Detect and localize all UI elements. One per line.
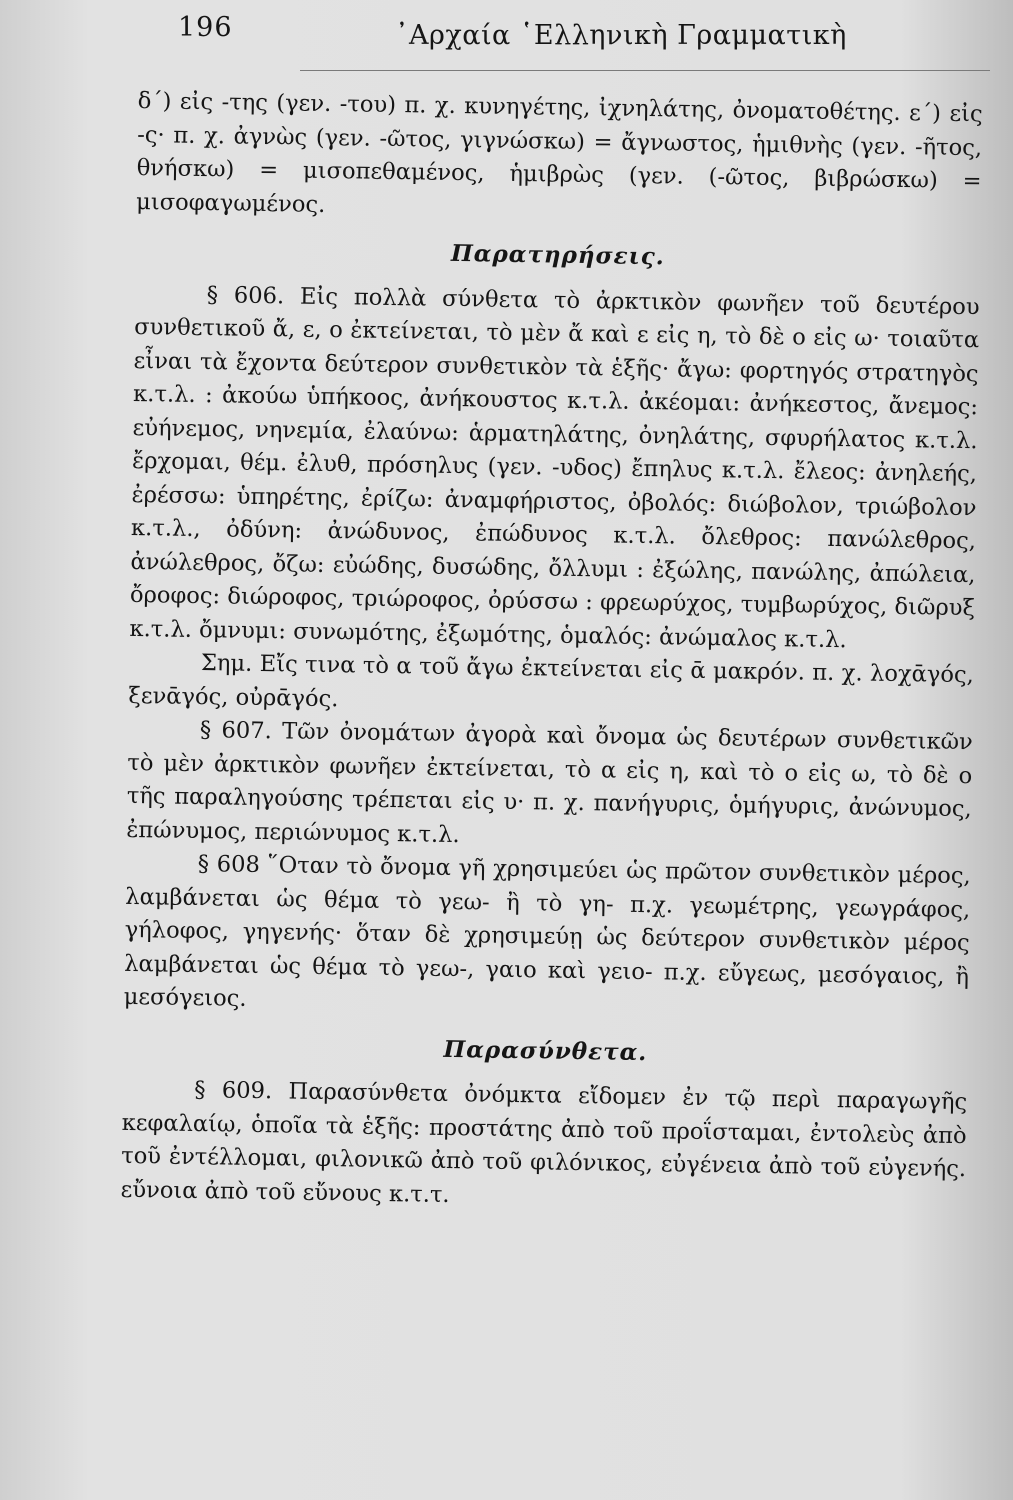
paragraph-609: § 609. Παρασύνθετα ὀνόμκτα εἴδομεν ἐν τῷ περὶ παραγωγῆς κεφαλαίῳ, ὁποῖα τὰ ἑξῆς: προστάτης ἀπὸ τοῦ προΐσταμαι, ἐντολεὺς ἀπὸ τοῦ ἐντέλλομαι, φιλονικῶ ἀπὸ τοῦ φιλόνικος, εὐγένεια ἀπὸ τοῦ εὐγενής. εὔνοια ἀπὸ τοῦ εὔνους κ.τ.τ. <box>120 1077 968 1208</box>
note-606: Σημ. Εἴς τινα τὸ α τοῦ ἄγω ἐκτείνεται εἰς ᾱ μακρόν. π. χ. λοχᾱγός, ξενᾱγός, οὐρᾱγός. <box>128 650 975 712</box>
paragraph-606-block <box>129 277 980 659</box>
heading-observations: Παρατηρήσεις. <box>450 239 665 271</box>
page-header <box>0 0 1013 70</box>
page-body <box>120 85 983 1220</box>
paragraph-606: § 606. Εἰς πολλὰ σύνθετα τὸ ἀρκτικὸν φωνῆεν τοῦ δευτέρου συνθετικοῦ ἄ, ε, ο ἐκτείνεται, τὸ μὲν ἄ καὶ ε εἰς η, τὸ δὲ ο εἰς ω· τοιαῦτα εἶναι τὰ ἔχοντα δεύτερον συνθετικὸν τὰ ἑξῆς· ἄγω: φορτηγός στρατηγὸς κ.τ.λ. : ἀκούω ὑπήκοος, ἀνήκουστος κ.τ.λ. ἀκέομαι: ἀνήκεστος, ἄνεμος: εὐήνεμος, νηνεμία, ἐλαύνω: ἁρματηλάτης, ὀνηλάτης, σφυρήλατος κ.τ.λ. ἔρχομαι, θέμ. ἐλυθ, πρόσηλυς (γεν. -υδος) ἔπηλυς κ.τ.λ. ἔλεος: ἀνηλεής, ἐρέσσω: ὑπηρέτης, ἐρίζω: ἀναμφήριστος, ὀβολός: διώβολον, τριώβολον κ.τ.λ., ὀδύνη: ἀνώδυνος, ἐπώδυνος κ.τ.λ. ὄλεθρος: πανώλεθρος, ἀνώλεθρος, ὄζω: εὐώδης, δυσώδης, ὄλλυμι : ἐξώλης, πανώλης, ἀπώλεια, ὄροφος: διώροφος, τριώροφος, ὀρύσσω : φρεωρύχος, τυμβωρύχος, διῶρυξ κ.τ.λ. ὄμνυμι: συνωμότης, ἐξωμότης, ὁμαλός: ἀνώμαλος κ.τ.λ. <box>129 281 980 653</box>
opening-paragraph: δ΄) εἰς -της (γεν. -του) π. χ. κυνηγέτης, ἰχνηλάτης, ὀνοματοθέτης. ε΄) εἰς -ς· π. χ. ἀγνὼς (γεν. -ῶτος, γιγνώσκω) = ἄγνωστος, ἡμιθνὴς (γεν. -ῆτος, θνήσκω) = μισοπεθαμένος, ἡμιβρὼς (γεν. (-ῶτος, βιβρώσκω) = μισοφαγωμένος. <box>135 87 983 218</box>
page-number: 196 <box>178 12 233 43</box>
heading-parasyntheta: Παρασύνθετα. <box>443 1035 648 1066</box>
header-rule <box>300 70 990 71</box>
running-head: ᾿Αρχαία ῾Ελληνικὴ Γραμματικὴ <box>395 20 847 51</box>
paragraph-607-block <box>126 713 973 860</box>
opening-paragraph-block <box>136 85 983 232</box>
paragraph-609-block <box>120 1073 967 1220</box>
paragraph-608-block <box>123 847 971 1028</box>
paragraph-607: § 607. Τῶν ὀνομάτων ἀγορὰ καὶ ὄνομα ὡς δευτέρων συνθετικῶν τὸ μὲν ἀρκτικὸν φωνῆεν ἐκτείνεται, τὸ α εἰς η, καὶ τὸ ο εἰς ω, τὸ δὲ ο τῆς παραληγούσης τρέπεται εἰς υ· π. χ. πανήγυρις, ὁμήγυρις, ἀνώνυμος, ἐπώνυμος, περιώνυμος κ.τ.λ. <box>126 717 973 848</box>
paragraph-608: § 608 ῞Οταν τὸ ὄνομα γῆ χρησιμεύει ὡς πρῶτον συνθετικὸν μέρος, λαμβάνεται ὡς θέμα τὸ γεω- ἢ τὸ γη- π.χ. γεωμέτρης, γεωγράφος, γήλοφος, γηγενής· ὅταν δὲ χρησιμεύῃ ὡς δεύτερον συνθετικὸν μέρος λαμβάνεται ὡς θέμα τὸ γεω-, γαιο καὶ γειο- π.χ. εὔγεως, μεσόγαιος, ἢ μεσόγειος. <box>123 851 971 1012</box>
